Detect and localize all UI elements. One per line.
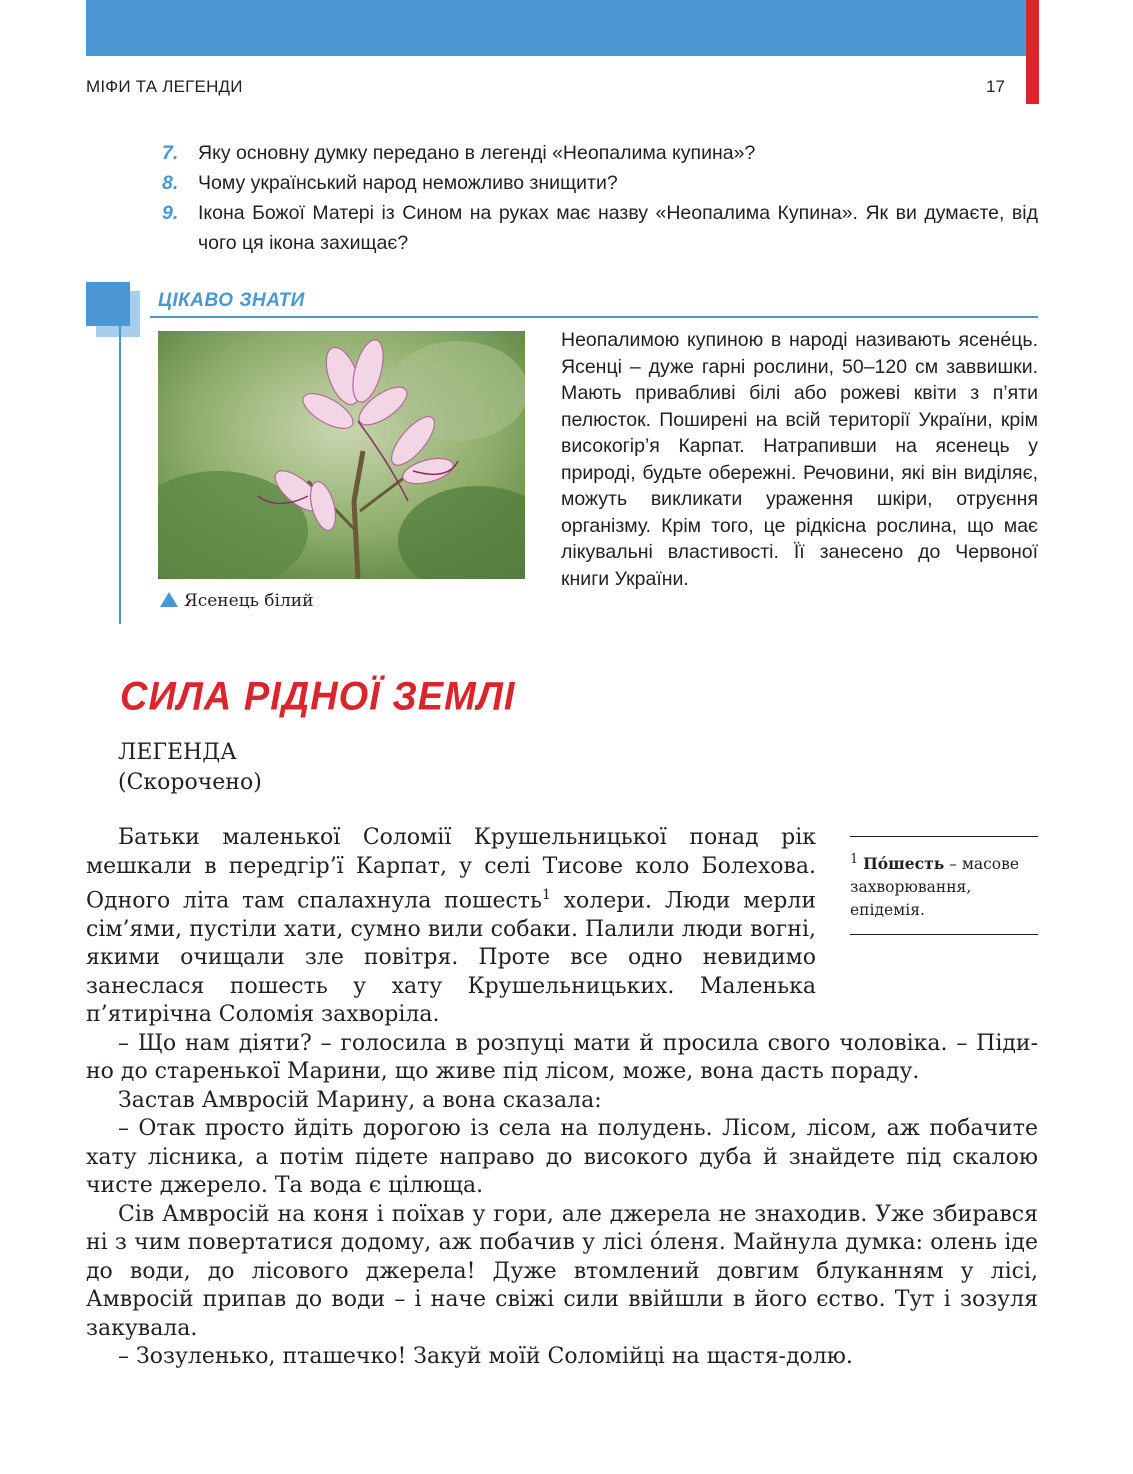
question-text: Яку основну думку передано в легенді «Неопалима купина»? [198,142,756,164]
story-body [86,824,1038,1372]
story-paragraph: – Отак просто йдіть дорогою із села на полудень. Лісом, лісом, аж побачите хату лісника, а потім підете направо до високого дуба й знайдете під скалою чисте джерело. Та вода є цілюща. [86,1116,1038,1199]
flower-illustration [158,331,525,579]
question-number: 8. [162,172,179,194]
question-item [162,198,1038,258]
caption-text: Ясенець білий [184,591,314,611]
running-head: МІФИ ТА ЛЕГЕНДИ [86,77,243,96]
photo-caption [160,591,313,611]
info-box-icon [86,282,130,326]
question-item [162,168,1038,198]
footnote-ref: 1 [541,887,551,903]
info-box-divider [150,316,1038,318]
story-genre: ЛЕГЕНДА [118,740,237,765]
paragraph-text: Батьки маленької Соломії Крушельницької понад рік мешкали в передгір’ї Карпат, у селі Тисове коло Болехова. Одного літа там спалахнула пошесть [86,825,816,914]
top-color-band [86,0,1026,56]
question-item [162,138,1038,168]
page-edge-marker [1026,0,1039,104]
story-title: СИЛА РІДНОЇ ЗЕМЛІ [120,674,516,720]
page-number: 17 [986,77,1005,96]
story-paragraph [86,824,816,1030]
story-paragraph: Застав Амвросій Марину, а вона сказала: [118,1087,602,1113]
footnote-number: 1 [850,852,859,867]
flower-photo [158,331,525,579]
info-box-side-rule [119,326,121,624]
info-box-title: ЦІКАВО ЗНАТИ [158,290,305,311]
question-number: 7. [162,142,179,164]
footnote-definition: – масове захворювання, епідемія. [850,855,1020,920]
story-paragraph: Сів Амвросій на коня і поїхав у гори, але джерела не знаходив. Уже збирався ні з чим повертатися додому, аж побачив у лісі о́леня. Майнула думка: олень іде до води, до лісового джерела! Дуже втомлений довгим блуканням у лісі, Амвросій припав до води – і наче свіжі сили ввійшли в його єство. Тут і зозуля закувала. [86,1201,1038,1341]
story-paragraph: – Зозуленько, пташечко! Закуй моїй Соломійці на щастя-долю. [118,1344,853,1370]
triangle-icon [160,592,178,607]
story-note: (Скорочено) [118,770,262,795]
question-text: Чому український народ неможливо знищити? [198,172,618,194]
info-box-text: Неопалимою купиною в народі називають ясене́ць. Ясенці – дуже гарні рослини, 50–120 см заввишки. Мають привабливі білі або рожеві квіти з п’яти пелюсток. Поширені на всій території України, крім високогір’я Карпат. Натрапивши на ясенець у природі, будьте обережні. Речовини, які він виділяє, можуть викликати ураження шкіри, отруєння організму. Крім того, це рідкісна рослина, що має лікувальні властивості. Її занесено до Червоної книги України. [561,329,1038,590]
story-paragraph: – Що нам діяти? – голосила в розпуці мати й просила свого чоловіка. – Піди-но до старенької Марини, що живе під лісом, може, вона дасть пораду. [86,1030,1038,1085]
paragraph-text: холери. Люди мерли сім’ями, пустіли хати, сумно вили собаки. Палили люди вогні, якими очищали зле повітря. Проте все одно невидимо занеслася пошесть у хату Крушельницьких. Маленька п’ятирічна Соломія захворіла. [86,888,816,1028]
questions-list [162,138,1038,258]
story-genre-block [118,738,262,798]
question-number: 9. [162,202,179,224]
footnote-term: По́шесть [863,854,945,874]
question-text: Ікона Божої Матері із Сином на руках має назву «Неопалима Купина». Як ви думаєте, від чого ця ікона захищає? [198,202,1038,254]
